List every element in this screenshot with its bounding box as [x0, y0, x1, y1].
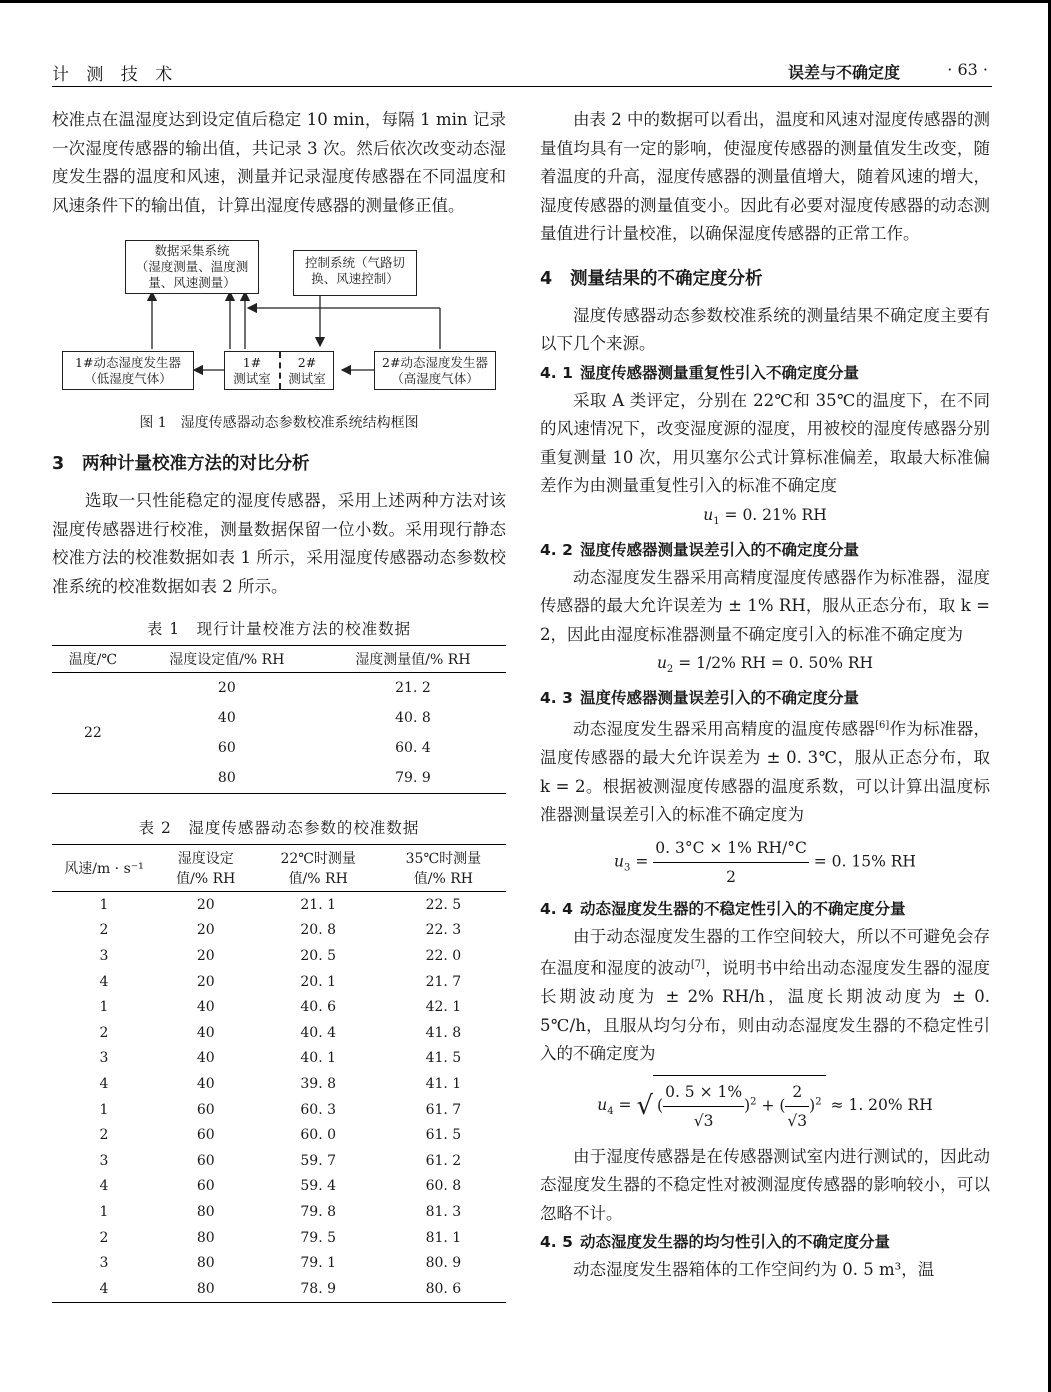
paragraph: 选取一只性能稳定的湿度传感器，采用上述两种方法对该湿度传感器进行校准，测量数据保留一位小数。采用现行静态校准方法的校准数据如表 1 所示，采用湿度传感器动态参数校准系统的校准数据如表 2 所示。: [52, 491, 506, 596]
table-cell: 41. 8: [425, 1024, 462, 1041]
table-cell: 22: [83, 725, 102, 741]
table-cell: 4: [99, 1280, 109, 1297]
table-cell: 81. 1: [425, 1229, 462, 1246]
table-cell: 4: [99, 973, 109, 990]
table-cell: 60. 4: [395, 740, 431, 756]
generator-2-box: [374, 351, 496, 390]
formula-subscript: 4: [607, 1105, 614, 1117]
section-title: 两种计量校准方法的对比分析: [82, 454, 310, 474]
table-cell: 20. 1: [300, 973, 336, 990]
table-cell: 80: [196, 1229, 215, 1246]
table-row: [52, 1250, 506, 1276]
formula-subscript: 2: [666, 664, 674, 676]
formula-fraction: [653, 834, 809, 891]
table-row: [52, 1174, 506, 1200]
table-row: [52, 969, 506, 995]
subsection-title: 湿度传感器测量误差引入的不确定度分量: [580, 540, 860, 559]
table-header: 湿度测量值/% RH: [320, 646, 506, 673]
box-label: 1#动态湿度发生器: [75, 355, 181, 370]
denominator: 2: [726, 867, 736, 886]
table-row: [52, 1046, 506, 1072]
table-2-body: [52, 892, 506, 1303]
table-cell: 60: [217, 740, 236, 756]
box-label: 测试室: [233, 371, 271, 386]
table-2-title: 表 2 湿度传感器动态参数的校准数据: [138, 819, 420, 837]
subsection-heading: [540, 895, 990, 923]
formula-symbol: u: [614, 852, 625, 871]
table-cell: 4: [99, 1178, 109, 1195]
section-name: 误差与不确定度: [787, 63, 900, 82]
text-run: 作为标准器，温度传感器的最大允许误差为 ± 0. 3℃，服从正态分布，取 k = 2。根据被测湿度传感器的温度系数，可以计算出温度标准器测量误差引入的标准不确定度为: [540, 719, 991, 825]
subsection-number: 4. 5: [540, 1233, 573, 1252]
sqrt-body: ( $\frac{0. 5 \times 1\%}{√3}$ )$^2$ + ( $\frac{2}{√3}$ )$^2$: [653, 1075, 826, 1137]
table-cell: 20: [196, 947, 215, 964]
test-room-1: [225, 355, 279, 387]
table-cell: 20: [196, 922, 215, 939]
table-cell: 2: [99, 1229, 109, 1246]
subsection-number: 4. 4: [540, 899, 573, 918]
header-line: 35℃时测量: [405, 851, 482, 867]
table-cell: 78. 9: [300, 1280, 336, 1297]
formula-rhs: = 1/2% RH = 0. 50% RH: [673, 654, 874, 673]
daq-system-box: [125, 240, 259, 294]
figure-caption: 图 1 湿度传感器动态参数校准系统结构框图: [139, 415, 419, 431]
box-label: （湿度测量、温度测: [135, 259, 249, 274]
test-room-2: [281, 355, 333, 387]
denominator: √3: [693, 1111, 714, 1130]
table-cell: 60: [196, 1152, 215, 1169]
table-cell: 79. 9: [395, 770, 431, 786]
denominator: √3: [787, 1111, 808, 1130]
table-cell: 40. 4: [300, 1024, 336, 1041]
numerator: 0. 5 × 1%: [663, 1078, 744, 1107]
sqrt-sign: √: [636, 1090, 654, 1121]
formula-rhs: = 0. 21% RH: [719, 505, 827, 524]
table-1: [52, 645, 506, 794]
table-cell: 80: [217, 770, 236, 786]
table-cell: 59. 4: [300, 1178, 336, 1195]
section-title: 测量结果的不确定度分析: [570, 268, 763, 289]
paragraph: [540, 712, 990, 830]
table-cell: 80. 6: [425, 1280, 462, 1297]
table-cell: 42. 1: [425, 999, 462, 1016]
table-cell: 41. 1: [425, 1075, 462, 1092]
table-2: [52, 844, 506, 1303]
box-label: 数据采集系统: [154, 243, 230, 258]
box-label: 1#: [242, 355, 262, 370]
table-cell: 20: [196, 896, 215, 913]
formula-symbol: u: [597, 1095, 608, 1114]
formula-subscript: 3: [624, 862, 631, 874]
table-cell: 60: [196, 1178, 215, 1195]
table-cell: 61. 7: [425, 1101, 462, 1118]
citation: [7]: [690, 959, 706, 971]
subsection-number: 4. 2: [540, 540, 573, 559]
table-cell: 1: [99, 1101, 109, 1118]
table-cell: 21. 1: [300, 896, 336, 913]
table-row: [52, 1097, 506, 1123]
table-cell: 20. 5: [300, 947, 336, 964]
subsection-heading: [540, 359, 990, 387]
table-cell: 39. 8: [300, 1075, 336, 1092]
table-cell: 80. 9: [425, 1255, 462, 1272]
table-cell: 21. 7: [425, 973, 462, 990]
paragraph: 动态湿度发生器采用高精度湿度传感器作为标准器，湿度传感器的最大允许误差为 ± 1% RH，服从正态分布，取 k = 2，因此由湿度标准器测量不确定度引入的标准不确定度为: [540, 567, 990, 644]
table-header: [156, 845, 256, 892]
table-row: [52, 673, 506, 704]
box-label: 2#动态湿度发生器: [382, 355, 488, 370]
formula-u4: $u_4$ = √ ( $\frac{0. 5 \times 1\%}{√3}$ )$^2$ + ( $\frac{2}{√3}$ )$^2$ ≈ 1. 20% RH: [540, 1075, 990, 1137]
table-cell: 20: [217, 680, 236, 696]
numerator: 2: [785, 1078, 809, 1107]
table-row: [52, 1071, 506, 1097]
paragraph: [540, 923, 990, 1069]
section-heading: [52, 450, 506, 475]
page-number: · 63 ·: [947, 60, 988, 79]
table-row: [52, 918, 506, 944]
table-header: 温度/℃: [52, 646, 134, 673]
table-cell: 40. 8: [395, 710, 431, 726]
table-cell: 2: [99, 922, 109, 939]
table-row: [52, 1199, 506, 1225]
formula-u2: [540, 649, 990, 684]
header-line: 值/% RH: [413, 871, 473, 887]
table-cell: 80: [196, 1255, 215, 1272]
table-cell: 59. 7: [300, 1152, 336, 1169]
section-number: 4: [540, 268, 553, 289]
table-cell: 3: [99, 1152, 109, 1169]
subsection-heading: [540, 1228, 990, 1256]
table-cell: 40: [196, 999, 215, 1016]
running-header: [52, 58, 992, 87]
table-cell: 79. 1: [300, 1255, 336, 1272]
table-cell: 4: [99, 1075, 109, 1092]
table-cell: 40. 1: [300, 1050, 336, 1067]
section-number: 3: [52, 454, 65, 474]
table-cell: 22. 3: [425, 922, 462, 939]
text-run: ，说明书中给出动态湿度发生器的湿度长期波动度为 ± 2% RH/h，温度长期波动度为 ± 0. 5℃/h，且服从均匀分布，则由动态湿度发生器的不稳定性引入的不确定度为: [540, 958, 991, 1064]
box-label: 控制系统（气路切: [304, 255, 405, 270]
numerator: 0. 3°C × 1% RH/°C: [653, 834, 809, 863]
table-cell: 81. 3: [425, 1203, 462, 1220]
figure-1: [52, 230, 506, 410]
table-row: [52, 994, 506, 1020]
table-cell: 1: [99, 1203, 109, 1220]
header-line: 22℃时测量: [280, 851, 356, 867]
table-cell: 20: [196, 973, 215, 990]
table-cell: 60. 3: [300, 1101, 336, 1118]
right-column: [540, 106, 990, 1285]
paragraph: 校准点在温湿度达到设定值后稳定 10 min，每隔 1 min 记录一次湿度传感器的输出值，共记录 3 次。然后依次改变动态湿度发生器的温度和风速，测量并记录湿度传感器在不同温度和风速条件下的输出值，计算出湿度传感器的测量修正值。: [52, 110, 506, 215]
formula-fraction: [785, 1078, 809, 1135]
control-system-box: [293, 250, 417, 296]
paragraph: 由表 2 中的数据可以看出，温度和风速对湿度传感器的测量值均具有一定的影响，使湿度传感器的测量值发生改变，随着温度的升高，湿度传感器的测量值增大，随着风速的增大，湿度传感器的测量值变小。因此有必要对湿度传感器的动态测量值进行计量校准，以确保湿度传感器的正常工作。: [540, 110, 990, 243]
subsection-title: 动态湿度发生器的不稳定性引入的不确定度分量: [580, 899, 906, 918]
table-row: [52, 892, 506, 918]
subsection-number: 4. 3: [540, 689, 573, 708]
table-header: 湿度设定值/% RH: [134, 646, 320, 673]
table-cell: 1: [99, 896, 109, 913]
table-cell: 60: [196, 1101, 215, 1118]
table-cell: 40. 6: [300, 999, 336, 1016]
box-label: 测试室: [288, 371, 326, 386]
paragraph: 采取 A 类评定，分别在 22℃和 35℃的温度下，在不同的风速情况下，改变湿度源的湿度，用被校的湿度传感器分别重复测量 10 次，用贝塞尔公式计算标准偏差，取最大标准偏差作为由测量重复性引入的标准不确定度: [540, 390, 990, 495]
table-cell: 22. 0: [425, 947, 462, 964]
table-cell: 40: [196, 1024, 215, 1041]
table-row: [52, 1148, 506, 1174]
subsection-title: 湿度传感器测量重复性引入不确定度分量: [580, 363, 860, 382]
table-cell: 61. 2: [425, 1152, 462, 1169]
table-row: [52, 1276, 506, 1302]
table-cell: 61. 5: [425, 1127, 462, 1144]
text-run: 动态湿度发生器采用高精度的温度传感器: [573, 719, 876, 739]
table-cell: 3: [99, 947, 109, 964]
table-cell: 60: [196, 1127, 215, 1144]
subsection-title: 动态湿度发生器的均匀性引入的不确定度分量: [580, 1233, 891, 1252]
formula-u3: $u_3$ = $\frac{0. 3^\circ C \times 1\% RH/^\circ C}{2}$ = 0. 15% RH: [540, 834, 990, 891]
subsection-title: 温度传感器测量误差引入的不确定度分量: [580, 689, 860, 708]
table-cell: 2: [99, 1127, 109, 1144]
table-cell: 60. 8: [425, 1178, 462, 1195]
table-cell: 1: [99, 999, 109, 1016]
box-label: 换、风速控制）: [311, 271, 399, 286]
left-column: [52, 106, 506, 1303]
table-cell: 3: [99, 1255, 109, 1272]
text-run: 由于动态湿度发生器的工作空间较大，所以不可避免会存在温度和湿度的波动: [540, 926, 990, 978]
formula-rhs: = 0. 15% RH: [808, 852, 916, 871]
formula-symbol: u: [703, 505, 714, 524]
formula-subscript: 1: [713, 515, 720, 527]
table-cell: 40: [217, 710, 236, 726]
journal-name: 计 测 技 术: [52, 65, 179, 85]
table-header: [381, 845, 506, 892]
table-cell: 80: [196, 1203, 215, 1220]
section-heading: [540, 265, 990, 290]
paragraph: 湿度传感器动态参数校准系统的测量结果不确定度主要有以下几个来源。: [540, 305, 990, 353]
table-row: [52, 943, 506, 969]
table-cell: 40: [196, 1050, 215, 1067]
subsection-number: 4. 1: [540, 363, 573, 382]
table-cell: 40: [196, 1075, 215, 1092]
table-cell: 60. 0: [300, 1127, 336, 1144]
test-room-box: [224, 351, 334, 390]
table-row: [52, 1225, 506, 1251]
header-line: 湿度设定: [177, 851, 234, 867]
header-line: 值/% RH: [176, 871, 236, 887]
table-cell: 2: [99, 1024, 109, 1041]
table-cell: 80: [196, 1280, 215, 1297]
header-line: 值/% RH: [288, 871, 348, 887]
box-label: （高湿度气体）: [391, 371, 479, 386]
page-top-border: [0, 0, 1051, 3]
table-cell: 21. 2: [395, 680, 431, 696]
formula-symbol: u: [656, 654, 667, 673]
generator-1-box: [62, 351, 194, 390]
table-cell: 41. 5: [425, 1050, 462, 1067]
box-label: （低湿度气体）: [84, 371, 172, 386]
table-cell: 22. 5: [425, 896, 462, 913]
subsection-heading: [540, 536, 990, 564]
table-header: [256, 845, 381, 892]
paragraph: 动态湿度发生器箱体的工作空间约为 0. 5 m³，温: [573, 1260, 935, 1280]
paragraph: 由于湿度传感器是在传感器测试室内进行测试的，因此动态湿度发生器的不稳定性对被测湿度传感器的影响较小，可以忽略不计。: [540, 1146, 990, 1223]
formula-fraction: [663, 1078, 744, 1135]
table-header: 风速/m · s⁻¹: [52, 845, 156, 892]
box-label: 2#: [297, 355, 317, 370]
table-1-title: 表 1 现行计量校准方法的校准数据: [146, 620, 412, 638]
box-label: 量、风速测量）: [148, 275, 236, 290]
table-row: [52, 1020, 506, 1046]
table-cell: 79. 5: [300, 1229, 336, 1246]
table-cell: 79. 8: [300, 1203, 336, 1220]
formula-rhs: ≈ 1. 20% RH: [830, 1095, 933, 1114]
citation: [6]: [875, 720, 890, 732]
table-row: [52, 1122, 506, 1148]
table-cell: 20. 8: [300, 922, 336, 939]
subsection-heading: [540, 684, 990, 712]
table-cell: 3: [99, 1050, 109, 1067]
formula-u1: [540, 501, 990, 536]
